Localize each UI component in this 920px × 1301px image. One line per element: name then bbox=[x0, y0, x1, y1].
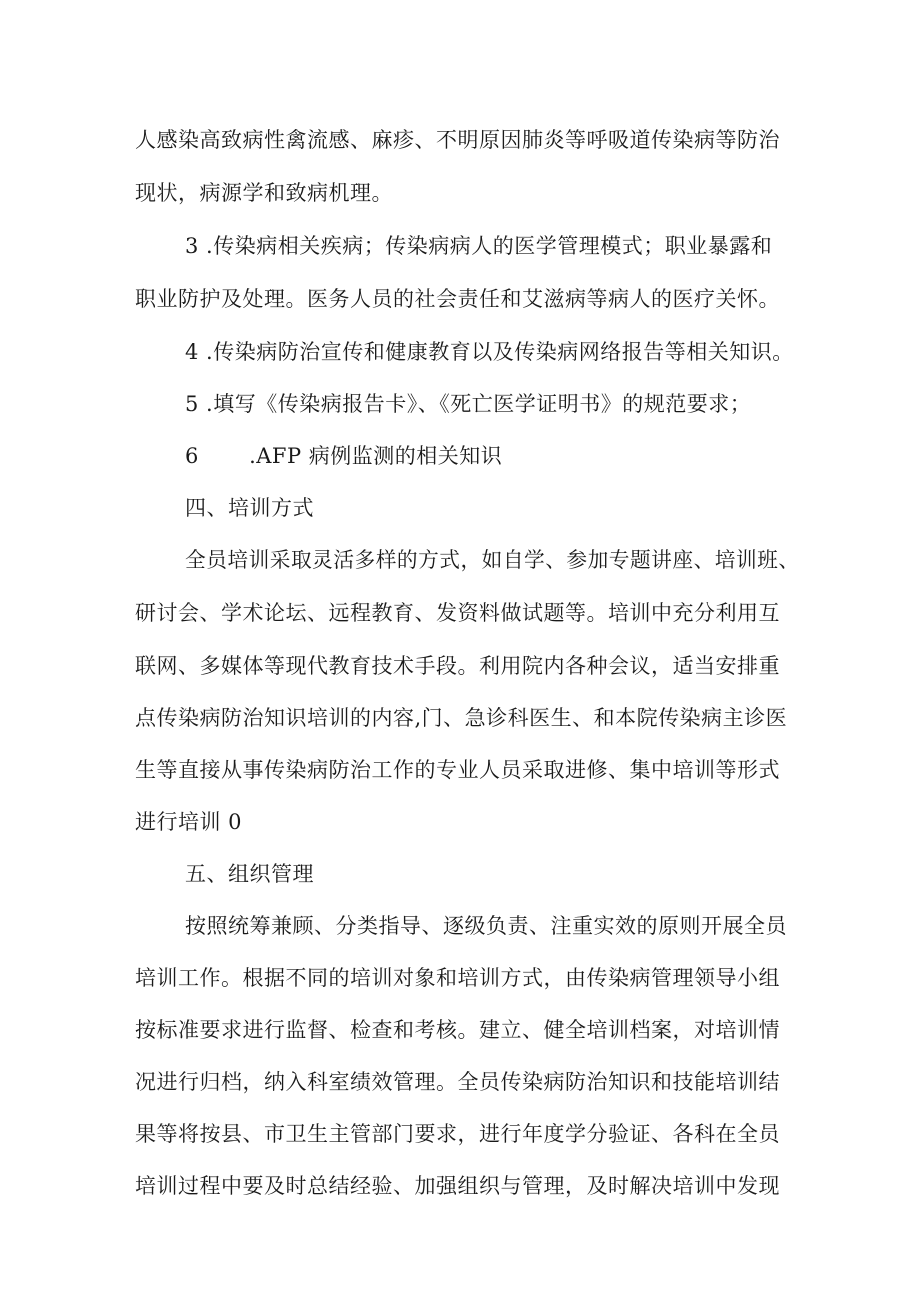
paragraph-line: 按照统筹兼顾、分类指导、逐级负责、注重实效的原则开展全员 bbox=[185, 914, 787, 938]
paragraph-line: 研讨会、学术论坛、远程教育、发资料做试题等。培训中充分利用互 bbox=[135, 601, 780, 625]
paragraph-line: 况进行归档，纳入科室绩效管理。全员传染病防治知识和技能培训结 bbox=[135, 1070, 780, 1094]
text-line: 现状，病源学和致病机理。 bbox=[135, 181, 393, 205]
paragraph-line: 培训工作。根据不同的培训对象和培训方式，由传染病管理领导小组 bbox=[135, 966, 780, 990]
section-heading-organization: 五、组织管理 bbox=[185, 862, 314, 886]
paragraph-line: 果等将按县、市卫生主管部门要求，进行年度学分验证、各科在全员 bbox=[135, 1122, 780, 1146]
list-item-4: 4 .传染病防治宣传和健康教育以及传染病网络报告等相关知识。 bbox=[185, 340, 794, 364]
section-heading-training-method: 四、培训方式 bbox=[185, 496, 314, 520]
paragraph-line: 联网、多媒体等现代教育技术手段。利用院内各种会议，适当安排重 bbox=[135, 654, 780, 678]
list-item-5: 5 .填写《传染病报告卡》、《死亡医学证明书》的规范要求； bbox=[185, 392, 752, 416]
paragraph-line: 进行培训 0 bbox=[135, 810, 243, 834]
paragraph-line: 生等直接从事传染病防治工作的专业人员采取进修、集中培训等形式 bbox=[135, 758, 780, 782]
paragraph-line: 按标准要求进行监督、检查和考核。建立、健全培训档案，对培训情 bbox=[135, 1018, 780, 1042]
text-line: 人感染高致病性禽流感、麻疹、不明原因肺炎等呼吸道传染病等防治 bbox=[135, 128, 780, 152]
list-item-6: 6 .AFP 病例监测的相关知识 bbox=[185, 444, 503, 468]
text-line: 职业防护及处理。医务人员的社会责任和艾滋病等病人的医疗关怀。 bbox=[135, 287, 780, 311]
list-item-3: 3 .传染病相关疾病；传染病病人的医学管理模式；职业暴露和 bbox=[185, 234, 773, 258]
paragraph-line: 培训过程中要及时总结经验、加强组织与管理，及时解决培训中发现 bbox=[135, 1174, 780, 1198]
paragraph-line: 全员培训采取灵活多样的方式，如自学、参加专题讲座、培训班、 bbox=[185, 548, 800, 572]
paragraph-line: 点传染病防治知识培训的内容,门、急诊科医生、和本院传染病主诊医 bbox=[135, 706, 788, 730]
